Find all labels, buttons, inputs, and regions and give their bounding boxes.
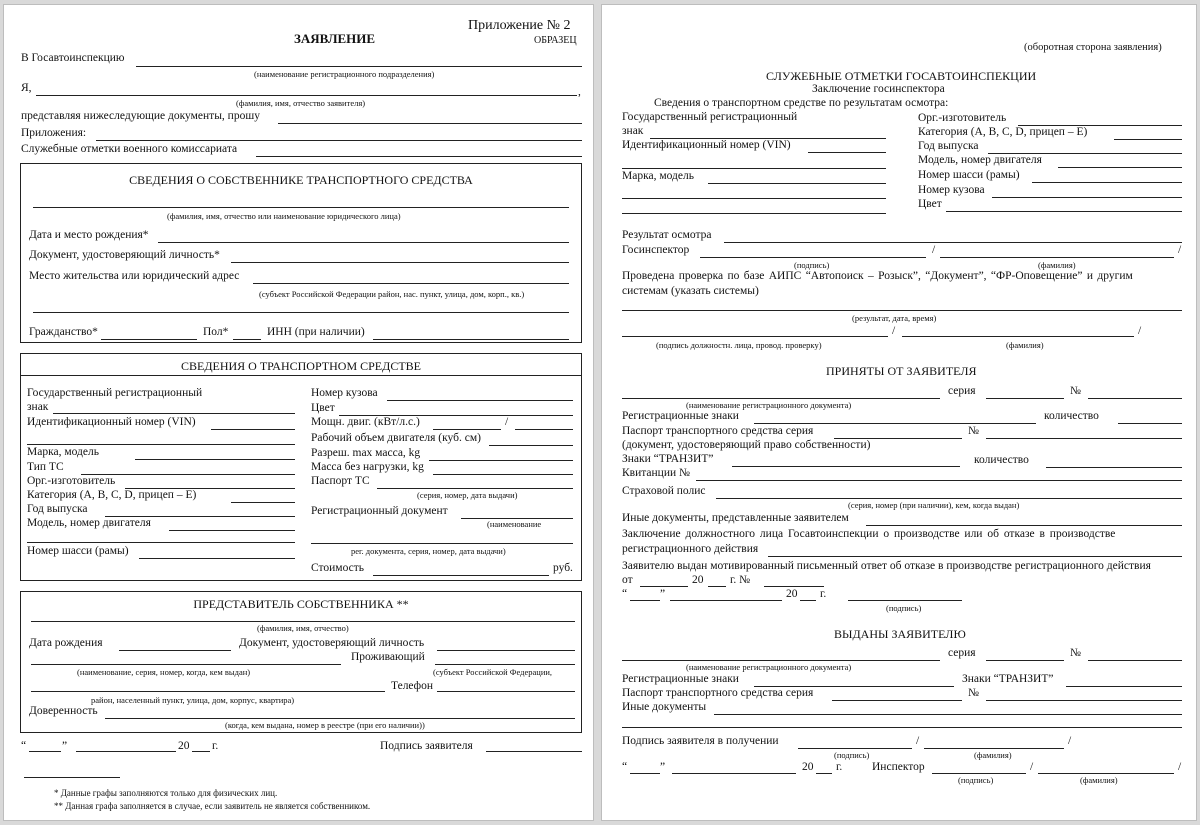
date-year-field[interactable] (192, 751, 210, 752)
rep-residing-field[interactable] (435, 664, 575, 665)
issued-no-label: № (1070, 647, 1081, 659)
date-year-suffix: г. (212, 740, 219, 752)
request-field[interactable] (278, 123, 582, 124)
final-quote-open: “ (622, 761, 628, 773)
v-passport-field[interactable] (377, 488, 573, 489)
r-make-field-2[interactable] (622, 198, 886, 199)
final-slash-2: / (1178, 761, 1182, 773)
military-field[interactable] (256, 156, 582, 157)
check-result-note: (результат, дата, время) (852, 313, 937, 323)
refusal-sign-field[interactable] (848, 600, 962, 601)
issued-pts-series-field[interactable] (832, 700, 962, 701)
v-reg-sign-field[interactable] (53, 413, 295, 414)
accepted-series-label: серия (948, 385, 976, 397)
r-chassis-field[interactable] (1032, 182, 1182, 183)
vehicle-section (20, 353, 582, 581)
footnote-divider (24, 777, 120, 778)
plates-label: Регистрационные знаки (622, 410, 739, 422)
refusal-date-day-field[interactable] (630, 600, 660, 601)
result-label: Результат осмотра (622, 229, 712, 241)
rep-proxy-label: Доверенность (29, 705, 98, 717)
v-make-field[interactable] (135, 459, 295, 460)
appendix-number: Приложение № 2 (468, 18, 571, 33)
v-reg-sign-label-1: Государственный регистрационный (27, 387, 203, 399)
v-chassis-field[interactable] (139, 558, 295, 559)
inspector-surname-field[interactable] (940, 257, 1174, 258)
r-vin-label: Идентификационный номер (VIN) (622, 139, 791, 151)
received-surname-note: (фамилия) (974, 750, 1012, 760)
rep-doc-note: (наименование, серия, номер, когда, кем выдан) (77, 667, 251, 677)
v-power-label: Мощн. двиг. (кВт/л.с.) (311, 416, 420, 428)
v-rub-label: руб. (553, 562, 573, 574)
v-vin-label: Идентификационный номер (VIN) (27, 416, 196, 428)
issued-doc-field[interactable] (622, 660, 940, 661)
inspector-sign-field[interactable] (700, 257, 926, 258)
final-inspector-label: Инспектор (872, 761, 925, 773)
rep-proxy-note: (когда, кем выдана, номер в реестре (при его наличии)) (225, 720, 425, 730)
other-docs-applicant-field[interactable] (866, 525, 1182, 526)
official-conclusion-text-1: Заключение должностного лица Госавтоинспекции о производстве или об отказе в производстве (622, 528, 1116, 540)
v-cost-field[interactable] (373, 575, 549, 576)
representative-section (20, 591, 582, 733)
rep-birth-label: Дата рождения (29, 637, 103, 649)
to-field[interactable] (136, 66, 582, 67)
inspector-surname-note: (фамилия) (1038, 260, 1076, 270)
submitting-label: представляя нижеследующие документы, прошу (21, 110, 260, 122)
received-sign-note: (подпись) (834, 750, 870, 760)
owner-birth-label: Дата и место рождения* (29, 229, 149, 241)
to-note: (наименование регистрационного подразделения) (254, 69, 435, 79)
v-engine-field[interactable] (169, 530, 295, 531)
rep-address-field[interactable] (31, 691, 385, 692)
inspection-label: Сведения о транспортном средстве по результатам осмотра: (654, 97, 949, 109)
v-body-field[interactable] (387, 400, 573, 401)
inspector-slash-1: / (932, 244, 936, 256)
r-make-field-3[interactable] (622, 213, 886, 214)
sex-label: Пол* (203, 326, 229, 338)
r-vin-field[interactable] (808, 152, 886, 153)
v-reg-doc-label: Регистрационный документ (311, 505, 448, 517)
pts-label: Паспорт транспортного средства серия (622, 425, 814, 437)
result-field[interactable] (724, 242, 1182, 243)
application-page-back (601, 4, 1197, 821)
to-label: В Госавтоинспекцию (21, 52, 125, 64)
issued-doc-note: (наименование регистрационного документа) (686, 662, 852, 672)
rep-region-note: (субъект Российской Федерации, (433, 667, 553, 677)
refusal-from-label: от (622, 574, 633, 586)
r-vin-field-2[interactable] (622, 168, 886, 169)
v-unladen-label: Масса без нагрузки, kg (311, 461, 424, 473)
r-make-label: Марка, модель (622, 170, 694, 182)
v-color-label: Цвет (311, 402, 335, 414)
v-chassis-label: Номер шасси (рамы) (27, 545, 129, 557)
reverse-side-label: (оборотная сторона заявления) (1024, 42, 1162, 53)
v-cost-label: Стоимость (311, 562, 364, 574)
issued-transit-label: Знаки “ТРАНЗИТ” (962, 673, 1054, 685)
received-slash-2: / (1068, 735, 1072, 747)
official-sign-field[interactable] (622, 336, 888, 337)
receipts-field[interactable] (696, 480, 1182, 481)
r-year-label: Год выпуска (918, 140, 979, 152)
final-quote-close: ” (660, 761, 666, 773)
r-chassis-label: Номер шасси (рамы) (918, 169, 1020, 181)
r-category-field[interactable] (1114, 139, 1182, 140)
r-category-label: Категория (А, В, С, D, прицеп – Е) (918, 126, 1088, 138)
r-body-field[interactable] (992, 197, 1182, 198)
check-result-field[interactable] (622, 310, 1182, 311)
plates-field[interactable] (754, 423, 1036, 424)
official-marks-title: СЛУЖЕБНЫЕ ОТМЕТКИ ГОСАВТОИНСПЕКЦИИ (766, 69, 1037, 83)
accepted-no-label: № (1070, 385, 1081, 397)
attachments-field[interactable] (96, 140, 582, 141)
r-make-field[interactable] (708, 183, 886, 184)
final-year-suffix: г. (836, 761, 843, 773)
final-year-field[interactable] (816, 773, 832, 774)
check-text-1: Проведена проверка по базе АИПС “Автопоиск – Розыск”, “Документ”, “ФР-Оповещение” и другим (622, 270, 1133, 282)
refusal-date-year-suffix: г. (820, 588, 827, 600)
rep-residing-label: Проживающий (351, 651, 425, 663)
refusal-date-year-field[interactable] (800, 600, 816, 601)
accepted-doc-note: (наименование регистрационного документа) (686, 400, 852, 410)
document-title: ЗАЯВЛЕНИЕ (294, 31, 376, 46)
v-make-label: Марка, модель (27, 446, 99, 458)
v-power-hp-field[interactable] (515, 429, 573, 430)
plates-qty-field[interactable] (1118, 423, 1182, 424)
owner-address-field[interactable] (253, 283, 569, 284)
official-slash-2: / (1138, 325, 1142, 337)
owner-section-title: СВЕДЕНИЯ О СОБСТВЕННИКЕ ТРАНСПОРТНОГО СРЕДСТВА (129, 173, 473, 187)
citizenship-field[interactable] (101, 339, 197, 340)
inn-field[interactable] (373, 339, 569, 340)
insurance-label: Страховой полис (622, 485, 706, 497)
signature-label: Подпись заявителя (380, 740, 473, 752)
transit-label: Знаки “ТРАНЗИТ” (622, 453, 714, 465)
v-category-field[interactable] (231, 502, 295, 503)
inspector-slash-2: / (1178, 244, 1182, 256)
owner-section (20, 163, 582, 343)
v-power-slash: / (505, 416, 509, 428)
rep-name-field[interactable] (31, 621, 575, 622)
v-max-mass-field[interactable] (429, 460, 573, 461)
rep-address-note: район, населенный пункт, улица, дом, корпус, квартира) (91, 695, 295, 705)
date-month-field[interactable] (76, 751, 176, 752)
owner-address-label: Место жительства или юридический адрес (29, 270, 240, 282)
issued-pts-no-field[interactable] (986, 700, 1182, 701)
r-reg-sign-label-2: знак (622, 125, 644, 137)
issued-no-field[interactable] (1088, 660, 1182, 661)
official-conclusion-field[interactable] (768, 556, 1182, 557)
received-sign-label: Подпись заявителя в получении (622, 735, 779, 747)
r-color-field[interactable] (946, 211, 1182, 212)
owner-birth-field[interactable] (158, 242, 569, 243)
v-max-mass-label: Разреш. max масса, kg (311, 447, 421, 459)
sample-label: ОБРАЗЕЦ (534, 35, 577, 46)
transit-qty-label: количество (974, 454, 1029, 466)
issued-other-field[interactable] (714, 714, 1182, 715)
comma: , (578, 86, 581, 98)
rep-phone-label: Телефон (391, 680, 434, 692)
application-page-front (3, 4, 594, 821)
representative-section-title: ПРЕДСТАВИТЕЛЬ СОБСТВЕННИКА ** (193, 597, 409, 611)
v-vin-field[interactable] (211, 429, 295, 430)
received-sign-field[interactable] (798, 748, 912, 749)
insurance-note: (серия, номер (при наличии), кем, когда выдан) (848, 500, 1020, 510)
refusal-quote-open: “ (622, 588, 628, 600)
v-reg-sign-label-2: знак (27, 401, 49, 413)
received-slash-1: / (916, 735, 920, 747)
ya-label: Я, (21, 82, 32, 94)
footnote-2: ** Данная графа заполняется в случае, если заявитель не является собственником. (54, 801, 371, 811)
v-engine-field-2[interactable] (27, 542, 295, 543)
issued-pts-label: Паспорт транспортного средства серия (622, 687, 814, 699)
signature-field[interactable] (486, 751, 582, 752)
plates-qty-label: количество (1044, 410, 1099, 422)
refusal-text: Заявителю выдан мотивированный письменный ответ об отказе в производстве регистрационного действия (622, 560, 1151, 572)
rep-doc-field[interactable] (31, 664, 341, 665)
vehicle-section-title: СВЕДЕНИЯ О ТРАНСПОРТНОМ СРЕДСТВЕ (180, 359, 421, 373)
ownership-doc-label: (документ, удостоверяющий право собственности) (622, 439, 871, 451)
v-reg-doc-field-2[interactable] (311, 543, 573, 544)
received-surname-field[interactable] (924, 748, 1064, 749)
final-year-prefix: 20 (802, 761, 814, 773)
footnote-1: * Данные графы заполняются только для физических лиц. (54, 788, 278, 798)
rep-name-note: (фамилия, имя, отчество) (257, 623, 349, 633)
inspector-sign-note: (подпись) (794, 260, 830, 270)
inn-label: ИНН (при наличии) (267, 326, 365, 338)
r-color-label: Цвет (918, 198, 942, 210)
sex-field[interactable] (233, 339, 261, 340)
rep-id-field[interactable] (437, 650, 575, 651)
citizenship-label: Гражданство* (29, 326, 98, 338)
other-docs-applicant-label: Иные документы, представленные заявителем (622, 512, 849, 524)
refusal-quote-close: ” (660, 588, 666, 600)
vehicle-title-divider (21, 375, 581, 376)
rep-id-label: Документ, удостоверяющий личность (239, 637, 425, 649)
transit-qty-field[interactable] (1046, 467, 1182, 468)
fio-note: (фамилия, имя, отчество заявителя) (236, 98, 366, 108)
accepted-series-field[interactable] (986, 398, 1064, 399)
refusal-no-field[interactable] (764, 586, 824, 587)
rep-phone-field[interactable] (437, 691, 575, 692)
receipts-label: Квитанции № (622, 467, 690, 479)
official-slash-1: / (892, 325, 896, 337)
issued-plates-label: Регистрационные знаки (622, 673, 739, 685)
attachments-label: Приложения: (21, 127, 87, 139)
pts-no-label: № (968, 425, 979, 437)
accepted-no-field[interactable] (1088, 398, 1182, 399)
v-volume-label: Рабочий объем двигателя (куб. см) (311, 432, 481, 444)
r-engine-label: Модель, номер двигателя (918, 154, 1042, 166)
issued-other-label: Иные документы (622, 701, 707, 713)
accepted-title: ПРИНЯТЫ ОТ ЗАЯВИТЕЛЯ (826, 364, 977, 378)
owner-id-field[interactable] (231, 262, 569, 263)
r-maker-label: Орг.-изготовитель (918, 112, 1007, 124)
owner-id-label: Документ, удостоверяющий личность* (29, 249, 220, 261)
refusal-year-field[interactable] (708, 586, 726, 587)
owner-address-note: (субъект Российской Федерации район, нас. пункт, улица, дом, корп., кв.) (259, 289, 525, 299)
refusal-year-no: г. № (730, 574, 751, 586)
refusal-year-prefix: 20 (692, 574, 704, 586)
final-month-field[interactable] (672, 773, 796, 774)
v-unladen-field[interactable] (433, 474, 573, 475)
applicant-name-field[interactable] (36, 95, 577, 96)
final-surname-note: (фамилия) (1080, 775, 1118, 785)
date-quote-close: ” (62, 740, 68, 752)
official-surname-field[interactable] (902, 336, 1134, 337)
conclusion-label: Заключение госинспектора (812, 83, 945, 95)
v-type-label: Тип ТС (27, 461, 64, 473)
v-vin-field-2[interactable] (27, 444, 295, 445)
issued-other-field-2[interactable] (622, 727, 1182, 728)
v-year-label: Год выпуска (27, 503, 88, 515)
official-surname-note: (фамилия) (1006, 340, 1044, 350)
issued-series-field[interactable] (986, 660, 1064, 661)
r-reg-sign-label-1: Государственный регистрационный (622, 111, 798, 123)
final-day-field[interactable] (630, 773, 660, 774)
v-engine-label: Модель, номер двигателя (27, 517, 151, 529)
accepted-doc-field[interactable] (622, 398, 940, 399)
v-passport-label: Паспорт ТС (311, 475, 370, 487)
v-volume-field[interactable] (489, 445, 573, 446)
transit-field[interactable] (732, 466, 960, 467)
date-year-prefix: 20 (178, 740, 190, 752)
check-text-2: системам (указать системы) (622, 285, 759, 297)
date-quote-open: “ (21, 740, 27, 752)
v-reg-doc-note-2: рег. документа, серия, номер, дата выдачи) (351, 546, 506, 556)
v-maker-label: Орг.-изготовитель (27, 475, 116, 487)
v-passport-note: (серия, номер, дата выдачи) (417, 490, 518, 500)
v-power-kw-field[interactable] (433, 429, 501, 430)
rep-birth-field[interactable] (119, 650, 231, 651)
military-label: Служебные отметки военного комиссариата (21, 143, 238, 155)
official-conclusion-text-2: регистрационного действия (622, 543, 759, 555)
owner-name-field[interactable] (33, 207, 569, 208)
owner-name-note: (фамилия, имя, отчество или наименование юридического лица) (167, 211, 401, 221)
issued-title: ВЫДАНЫ ЗАЯВИТЕЛЮ (834, 627, 966, 641)
final-slash-1: / (1030, 761, 1034, 773)
issued-pts-no-label: № (968, 687, 979, 699)
final-inspector-sign-field[interactable] (932, 773, 1026, 774)
refusal-date-month-field[interactable] (670, 600, 782, 601)
issued-series-label: серия (948, 647, 976, 659)
v-category-label: Категория (А, В, С, D, прицеп – Е) (27, 489, 197, 501)
owner-address-field-2[interactable] (33, 312, 569, 313)
issued-transit-field[interactable] (1066, 686, 1182, 687)
final-inspector-surname-field[interactable] (1038, 773, 1174, 774)
final-sign-note: (подпись) (958, 775, 994, 785)
official-sign-note: (подпись должностн. лица, провод. проверку) (656, 340, 822, 350)
v-body-label: Номер кузова (311, 387, 378, 399)
inspector-label: Госинспектор (622, 244, 690, 256)
refusal-day-field[interactable] (640, 586, 688, 587)
date-day-field[interactable] (29, 751, 61, 752)
insurance-field[interactable] (716, 498, 1182, 499)
r-body-label: Номер кузова (918, 184, 985, 196)
r-engine-field[interactable] (1058, 167, 1182, 168)
v-reg-doc-note-1: (наименование (487, 519, 542, 529)
refusal-sign-note: (подпись) (886, 603, 922, 613)
rep-proxy-field[interactable] (105, 718, 575, 719)
pts-no-field[interactable] (986, 438, 1182, 439)
refusal-date-year-prefix: 20 (786, 588, 798, 600)
